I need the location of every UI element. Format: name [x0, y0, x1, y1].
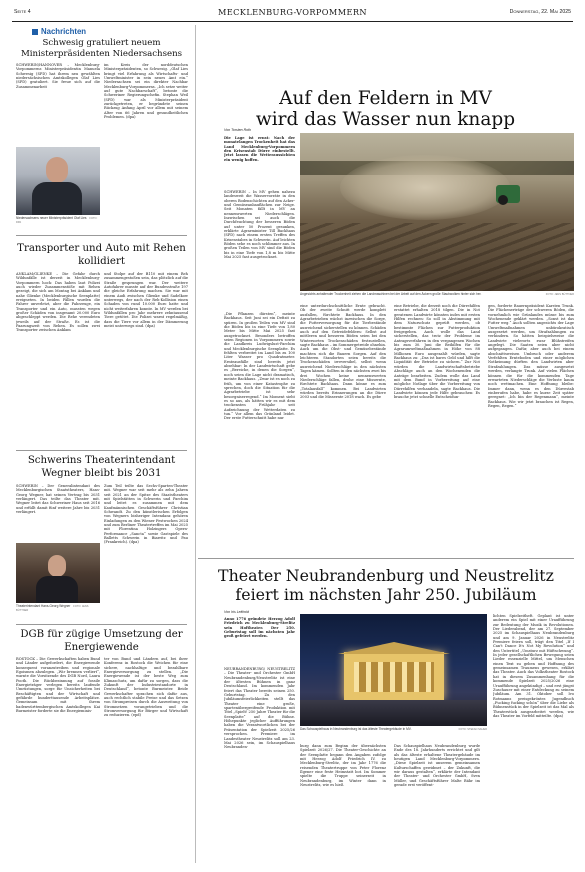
wasser-col5: gen, forderte Bauernpräsident Karsten Trunk. Die Flächenerträge der schweren Böden, die vornehmlich wie Grünlandes müsse bis zum Wochenende geklärt werden. „Sonst ist das Futter weg.“ Auch sollten angesichts der Lage Umweltmaßnahmen unbürokratisch ausgesetzt werden, um Strafzahlungen zu verhindern. So hätten beispielsweise die Landwirte vielerorts zwar Blühstreifen angelegt. Die Saaten seien aber nicht aufgegangen. Dafür, aber auch bei einem abschnittsweisen Umbruch oder anderem Verfehlten Ernteboden und einer möglichen Notkeimung dürften den Landwirten aber Strafzahlungen. Das müsse ausgesetzt werden, verlangte Trunk. Auf vielen Flächen können die für die kommenden Tage erwarteten Niederschläge die Verluste kaum noch wettmachen. Eine Hoffnung bleibe: Immer dann, wenn es den Dürrestab einberufen habe, habe es kurze Zeit später geregnet: „Ich bin der Regenmann“, meinte Backhaus. Wie wir jetzt brauchen ist Regen, Regen, Regen.“ [488, 304, 574, 408]
schwesig-col2: im Kreis der norddeutschen Ministerpräsidenten, so Schwesig. „Olaf Lies bringt viel Erfahrung als Wirtschafts- und Umweltminister in sein neues Amt ein.“ Niedersachsen sei ein direkter Nachbar Mecklenburg-Vorpommerns. „Ich setze weiter auf gute Nachbarschaft“, betonte die Schweriner Regierungschefin. Stephan Weil (SPD) war als Ministerpräsident zurückgetreten, er begründete seinen Rückzug Anfang April vor allem mit seinem Alter von 66 Jahren und gesundheitlichen Problemen. (dpa) [104, 63, 188, 120]
transporter-title: Transporter und Auto mit Rehen kollidiert [17, 243, 186, 267]
portrait-head [46, 157, 68, 183]
transporter-col2: und Stolpe auf der B110 mit einem Reh zusammengestoßen sein, das plötzlich auf die Straße gesprungen war. Der weitere Autofahrer musste auf der Bundesstraße 197 die gleiche Erfahrung machen. Sie war mit einem Audi zwischen Glienke und Sadelkow unterwegs, der nach der Reh-Kollision einen Schaden von rund 10.000 Euro hatte und nicht weiterfahren konnte. In MV werden bei Wildunfällen pro Jahr mehrere zehntausend Tiere getötet. Die Polizei warnt regelmäßig, dass die Tiere vor allem in der Dämmerung meist unterwegs sind. (dpa) [104, 272, 188, 329]
dgb-col2: ter von Bund und Ländern auf, bei ihrer Konferenz in Rostock die Weichen für eine sichere, nachhaltige und bezahlbare Energieversorgung zu stellen. „Die Energiewende ist der beste Weg zum Klimaschutz, um dafür zu sorgen, dass die Zukunft der Industriestandorte in Deutschland“, betonte Burmeister. Beide Gewerkschafter sprachen sich dafür aus, auch rechtlich stabile Preise und das Setzen von Strompreisen durch die Ausweitung von Stromnetzen vorangetrieben und die Stromversorgung für Bürger und Wirtschaft zu reduzieren. (epd) [104, 657, 188, 718]
wasser-col1: SCHWERIN – In MV gehen nahezu landesweit die Wasservorräte in den oberen Bodenschichten auf den Acker- und Gemüseanbauflächen zur Neige. Seit Monaten fällt in MV an nennenswerten Niederschlägen. Inzwischen sei auch die Durchfeuchtung der besseren Böden auf unter 50 Prozent gesunken, erklärte Agrarminister Till Backhaus (SPD) nach einem ersten Treffen des Krisenstabes in Schwerin. Auf leichten Böden sehe es noch schlimmer aus. In großen Teilen von MV sind die Böden bis in eine Tiefe von 1,8 m bis Mitte Mai 2025 fast ausgetrocknet. [224, 190, 295, 260]
wegner-body [36, 576, 78, 603]
portrait-suit [32, 182, 82, 215]
wegner-head [48, 555, 66, 577]
theater-caption-text: Das Schauspielhaus in Neubrandenburg ist das älteste Theatergebäude in MV. [300, 727, 412, 731]
tractor-wheel [498, 195, 508, 205]
wegner-credit: FOTO: JENS BÜTTNER [16, 605, 89, 612]
section-title: MECKLENBURG-VORPOMMERN [217, 7, 367, 17]
wegner-col1: SCHWERIN – Der Generalintendant des Mecklenburgischen Staatstheaters, Hans-Georg Wegner, hat seinen Vertrag bis 2031 verlängert. Das teilte das Theater mit. Wegner leitet das Schweriner Haus seit 2016 und erfüllt damit fünf weitere Jahre bis 2031 verlängert. [16, 484, 100, 515]
wasser-headline-1: Auf den Feldern in MV [279, 88, 492, 109]
nachrichten-text: Nachrichten [41, 27, 87, 36]
nachrichten-box [12, 25, 191, 865]
theater-lead: Anno 1776 gründete Herzog Adolf Friedrich zu Mecklenburg-Strelitz sein Hoftheater. Der 250. Geburtstag soll im nächsten Jahr groß gefeiert werden. [224, 617, 295, 639]
theater-col4: lichten Spielzeitheft. Geplant ist unter anderem ein Spiel mit einer Uraufführung zur Bedeutung der Musik in Revolutionen. Der Liederabend, der am 27. September 2025 im Schauspielhaus Neubrandenburg und am 9. Januar 2026 in Neustrelitz Premiere feiern soll, trägt den Titel „If I Can't Dance It's Not My Revolution“ und den Untertitel „Umsturz mit Hüftschwung“. In jeder gesellschaftlichen Bewegung seien Lieder essenzielle Mittel, um Menschen einen Text zu geben und Hoffnung des gemeinsamen Traumens gewesen, erklärt das Theater. Auch das Volkstheater Rostock hat in diesem Zusammenhang für die kommende Spielzeit 2025/2026 eine Uraufführung angekündigt – und erst jüngst Zuschauer mit einer Entdeckung zu seinem Jubiläum. Am 31. Oktober soll Ivo Rotmanns preisgekröntes Jugendbuch „Fucking fucking schön“ über die Liebe als Bühnenstück in der Spielzeit ist das Mal als Theaterstück ausgearbeitet werden, wie das Theater im Vorfeld mitteilte. (dpa) [493, 614, 574, 718]
wasser-col2: „Die Pflanzen dürsten“, meinte Backhaus. Seit Juni sei ein Defizit zu spüren. In großen Teilen von MV sind die Böden bis in eine Tiefe von 1,80 Meter bis Mitte Mai 2025 fast ausgetrocknet. Besonders betroffen seien Regionen in Vorpommern sowie die Landkreis Ludwigslust-Parchim und Mecklenburgische Seenplatte. Es fehlten verbreitet im Land bis zu 100 Liter Wasser pro Quadratmeter. Ernteausfälle sind bereits jetzt absehbar: In der Landwirtschaft gebe es „Bereiche, in denen die Sorgen“, noch seien die Lage nicht dramatisch, meinte Backhaus. „Zwar ist es noch zu früh, um von einer Katastrophe zu sprechen, doch die Situation für die Agrarbetriebe ist sehr besorgniserregend.“ Im Moment sieht es so aus, als hätten wir es mit dem trockensten Frühjahr seit Aufzeichnung der Wetterdaten zu tun.“ Vor allem das Grünland leidet. Der erste Futterschnitt habe nur [224, 312, 295, 421]
wasser-col3: eine unterdurchschnittliche Ernte gebracht. Ob der zweite Schnitt werde komplett ausfallen, fürchtete Backhaus. In den Agrarbetrieben wächst inzwischen die Sorge, die Futterversorgung für die Tierbestände ausreichend sicherstellen zu können. Schäden auch auf den Getreidefeldern: Selbst auf mittleren und besseren Böden seien bei den Wintersorten Trockenschäden festzustellen, sagte Backhaus – im Sommergetreide ohnehin. Auch um die Obst- und Gemüsebestände machten sich die Bauern Sorgen. Auf den leichteren Standorten seien bereits die Trockenschäden irreversibel, selbst wenn ausreichend Niederschläge in den nächsten Tagen kämen. Sollten in den nächsten zwei bis drei Wochen keine nennenswerten Niederschläge fallen, drohe eine Missernte, fürchtete Backhaus. Dann könne es zum „Totalausfall“ kommen. Bei Landwirten würden bereits Erinnerungen an die Dürre 2003 und die Missernte 2018 wach. Es gebe [300, 304, 386, 400]
theater-roof [338, 642, 450, 654]
wasser-caption [300, 293, 574, 297]
nachrichten-icon [32, 29, 38, 35]
transporter-col1: ANKLAM/GLIENKE – Die Gefahr durch Wildunfälle ist derzeit in Mecklenburg-Vorpommern hoch: Das haben laut Polizei auch wieder Zusammenstöße mit Rehen gezeigt, die sich am Montag bei Anklam und nahe Glienke (Mecklenburgische Seenplatte) ereigneten. In beiden Fällen wurden die Fahrer unverletzt, aber die Fahrzeuge, ein Transporter und ein Auto, mussten wegen großer Schäden von insgesamt 20.000 Euro abgeschleppt werden. Die Rehe verendeten jeweils auf der Straße. Es ist die Paarungszeit von Rehen. Es sollen zwei Transporter zwischen Anklam [16, 272, 100, 333]
field-photo [300, 133, 574, 291]
dgb-col1: ROSTOCK – Die Gewerkschaften haben Bund und Länder aufgefordert, die Energiewende konsequent voranzutreiben und regionale Egoismen abzulegen. „Wir brennen verliert“, warnte die Vorsitzende des DGB Nord, Laura Pooth. Die Rückbesinnung auf fossile Energieträger verlegen bereits laufende Umrüstungen, sorge für Unsicherheiten bei Beschäftigten und der Wirtschaft und gefährde hunderttausende Arbeitsplätze. Gemeinsam mit ihrem badenwürttembergischen Amtskollegen Kai Burmeister forderte sie die Energieminis- [16, 657, 100, 714]
theater-building [344, 652, 444, 700]
wasser-credit: FOTO: JENS BÜTTNER [545, 293, 574, 296]
olaf-lies-photo [16, 147, 100, 215]
dgb-title: DGB für zügige Umsetzung der Energiewende [20, 629, 183, 653]
wasser-caption-text: Angesichts anhaltender Trockenheit ziehen die Landmaschinen bei der Arbeit auf den Äckern große Staubwolken hinter sich her. [300, 292, 482, 296]
theater-headline-1: Theater Neubrandenburg und Neustrelitz [218, 566, 554, 585]
wasser-col4: eine Betriebe, die derzeit noch die Dürrehilfen erstattet erhalten 2018 tilgen. Die in Not geratenen Landwirte könnten indes mit ersten Hilfen rechnen: So soll in Abstimmung mit dem Naturschutz geprüft werden, ob bestimmte Flächen zur Futterproduktion freigegeben. Auch wolle das Land sicherstellen, das trotz der Probleme im Antragsverfahren in den vergangenen Wochen bis zum 30. Juni die Beihilfen für die Agrarumweltmaßnahmen in Höhe von 88 Millionen Euro ausgezahlt würden, sagte Backhaus zu: „Das ist bares Geld und hilft die Liquidität der Betriebe zu sichern.“ Zur Not würden die Landwirtschaftsbetriebe Abschläge auch an den Wochenenden die Anträge bearbeiten. Zudem wolle das Land mit dem Bund in Vorbereitung auf eine mögliche Notlage über die Vorbereitung von Dürrehilfen verhandeln, sagte Backhaus. Die Landwirte können jede Hilfe gebrauchen: Es brauche jetzt schnelle Entscheidun- [394, 304, 480, 400]
furrows [300, 223, 574, 291]
rule-1 [16, 235, 187, 236]
tractor [496, 185, 520, 203]
rule-2 [16, 450, 187, 451]
schwesig-caption-text: Niedersachsens neuer Ministerpräsident Olaf Lies [16, 216, 87, 220]
theater-headline-2: feiert im nächsten Jahr 250. Jubiläum [235, 585, 537, 604]
column-divider [195, 25, 196, 863]
dust-cloud [340, 155, 510, 220]
plaza-reflection [300, 700, 487, 726]
theater-credit: FOTO: STEFAN SAUER [458, 728, 487, 731]
schwesig-col1: SCHWERIN/HANNOVER – Mecklenburg-Vorpommerns Ministerpräsidentin Manuela Schwesig (SPD) hat ihrem neu gewählten niedersächsischen Amtskollegen Olaf Lies (SPD) gratuliert. Sie freue sich auf die Zusammenarbeit [16, 63, 100, 89]
wasser-byline: Von Torsten Roth [224, 128, 251, 132]
theater-col1: NEUBRANDENBURG/ NEUSTRELITZ – Die Theater- und Orchester GmbH Neubrandenburg/Neustrelitz ist eine der ältesten Bühnen in ganz Deutschland. Im kommenden Jahr feiert das Theater bereits seinen 250. Geburtstag. Zu den Jubiläumsfeierlichkeiten stellt das Theater eine große, spartenübergreifende Produktion mit Titel „Spielt! 250 Jahre Theater für die Seenplatte“ auf die Bühne. Höhepunkte jeglicher Aufführungen haben die Verantwortlichen bei der Präsentation der Spielzeit 2025/26 versprochen. Premiere im Landestheater Neustrelitz soll am 23. Mai 2026 sein, im Schauspielhaus Neubranden- [224, 667, 295, 750]
rule-4 [198, 558, 574, 559]
page-number: Seite 4 [14, 9, 31, 15]
wegner-photo [16, 543, 100, 603]
rule-3 [16, 624, 187, 625]
wasser-lead: Die Lage ist ernst: Nach der monatelangen Trockenheit hat das Land Mecklenburg-Vorpommern den Krisenstab Dürre einbestellt. Jetzt lassen die Wetteraussichten ein wenig hoffen. [224, 136, 295, 162]
theater-columns [354, 662, 434, 692]
nachrichten-label [32, 27, 86, 36]
theater-photo [300, 614, 487, 726]
wasser-headline-2: wird das Wasser nun knapp [255, 109, 516, 130]
header-rule [12, 21, 573, 22]
wegner-caption [16, 605, 100, 613]
schwesig-title: Schwesig gratuliert neuem Ministerpräsidenten Niedersachsens [20, 38, 183, 59]
theater-col2: burg dann zum Beginn der übernächsten Spielzeit 2026/27. Die Theater-Geschichte an der Seenplatte begann den Angaben zufolge mit Herzog Adolf Friedrich IV. zu Mecklenburg-Strelitz, der im Jahr 1776 die reisenden Theatertruppe von Peter Florenz Ilgener eine feste Heimstatt bot. Im Sommer spielte die Truppe seinerzeit in Neubrandenburg, im Winter dann in Neustrelitz, wie es hieß. [300, 744, 386, 788]
theater-col3: Das Schauspielhaus Neubrandenburg wurde Ende des 18. Jahrhunderts errichtet und gilt als das älteste erhaltene Theatergebäude im heutigen Land Mecklenburg-Vorpommern. „Diese Spielzeit ist unserem gemeinsamen Kulturschaffen gewidmet – der Zukunft, die wir daraus gestalten“, erklärte der Intendant der Theater- und Orchester GmbH, Sven Müller, und Geschäftsführer Malte Bähr im gerade erst veröffent- [394, 744, 480, 788]
theater-caption [300, 728, 487, 732]
schwesig-credit: FOTO: DPA [16, 217, 98, 224]
wegner-caption-text: Theaterintendant Hans-Georg Wegner [16, 604, 71, 608]
schwesig-caption [16, 217, 100, 225]
issue-date: Donnerstag, 22. Mai 2025 [509, 9, 571, 15]
wegner-col2: Zum Teil teilte das Sechs-Sparten-Theater mit. Wegner war seit mehr als zehn Jahren seit 2021 an der Spitze des Staatstheaters mit Spielstätten in Schwerin und Parchim und leitet es zusammen mit dem Kaufmännischen Geschäftsführer Christian Schwandt. Zu den künstlerischen Erfolgen von Wegners bisheriger Intendanz gehören Einladungen zu den Wiener Festwochen 2024 und zum Berliner Theatertreffen im Mai 2025 mit Florentina Holzingers Opern-Performance „Sancta“ sowie Gastspiele des Balletts Schwerin in Biarritz und Pau (Frankreich). (dpa) [104, 484, 188, 545]
wegner-title: Schwerins Theaterintendant Wegner bleibt bis 2031 [27, 455, 176, 479]
theater-byline: Von Iris Leithold [224, 610, 249, 614]
